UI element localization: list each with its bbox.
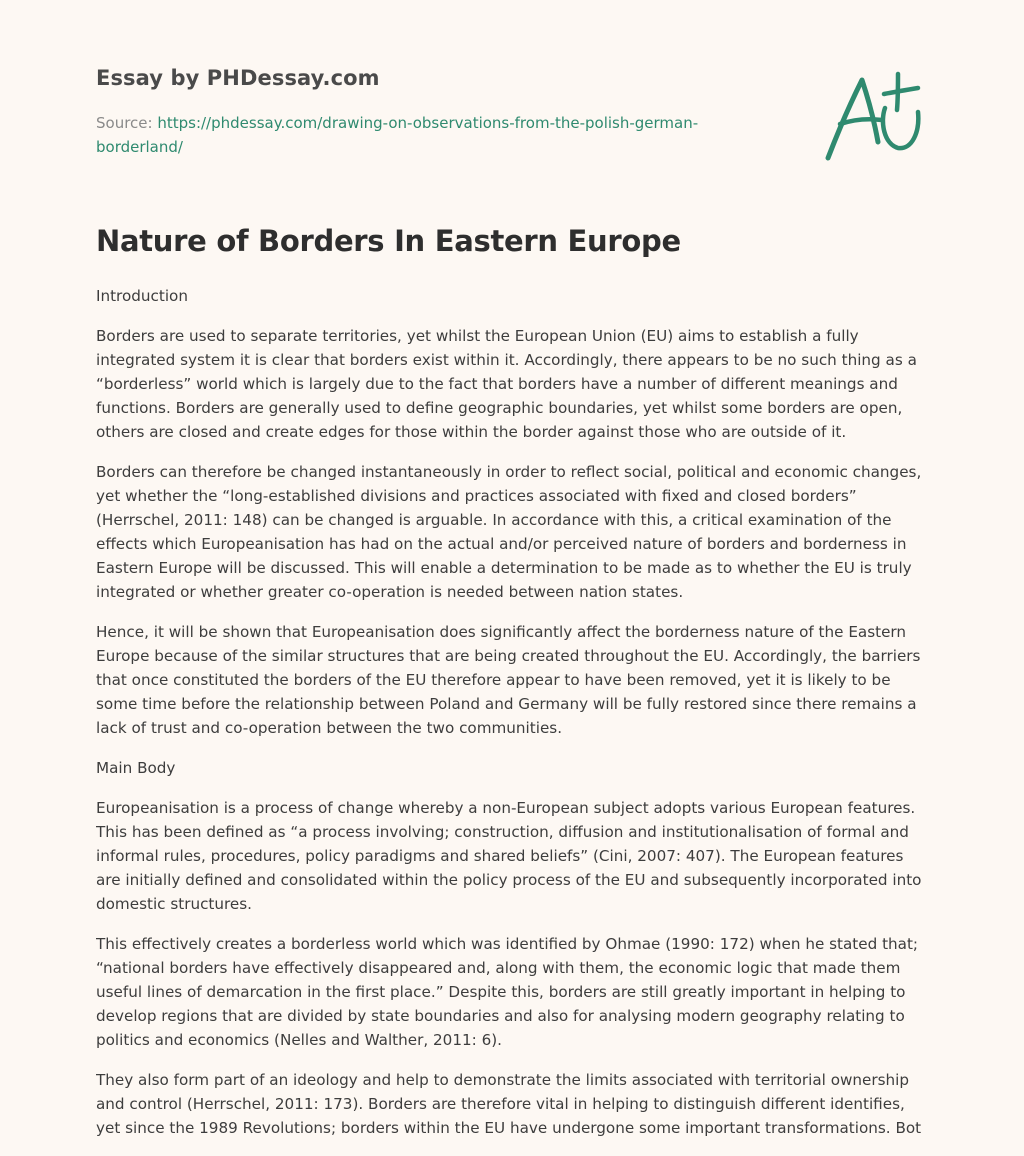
- source-label: Source:: [96, 114, 158, 132]
- essay-body: [96, 284, 932, 1156]
- site-brand: Essay by PHDessay.com: [96, 66, 380, 90]
- a-plus-grade-icon: [822, 68, 926, 164]
- section-heading: Introduction: [96, 287, 188, 305]
- source-link[interactable]: https://phdessay.com/drawing-on-observations-from-the-polish-german-borderland/: [96, 114, 699, 156]
- essay-page: [96, 0, 932, 1156]
- source-line: [96, 111, 736, 159]
- essay-title: Nature of Borders In Eastern Europe: [96, 224, 681, 258]
- paragraph: Europeanisation is a process of change whereby a non-European subject adopts various European features. This has been defined as “a process involving; construction, diffusion and institutionalisation of formal and informal rules, procedures, policy paradigms and shared beliefs” (Cini, 2007: 407). The European features are initially defined and consolidated within the policy process of the EU and subsequently incorporated into domestic structures.: [96, 799, 922, 913]
- paragraph: They also form part of an ideology and help to demonstrate the limits associated with territorial ownership and control (Herrschel, 2011: 173). Borders are therefore vital in helping to distinguish different identifies, yet since the 1989 Revolutions; borders within the EU have undergone some important transformations. Bot: [96, 1071, 922, 1137]
- paragraph: Borders can therefore be changed instantaneously in order to reflect social, political and economic changes, yet whether the “long-established divisions and practices associated with fixed and closed borders” (Herrschel, 2011: 148) can be changed is arguable. In accordance with this, a critical examination of the effects which Europeanisation has had on the actual and/or perceived nature of borders and borderness in Eastern Europe will be discussed. This will enable a determination to be made as to whether the EU is truly integrated or whether greater co-operation is needed between nation states.: [96, 463, 922, 601]
- paragraph: Hence, it will be shown that Europeanisation does significantly affect the borderness nature of the Eastern Europe because of the similar structures that are being created throughout the EU. Accordingly, the barriers that once constituted the borders of the EU therefore appear to have been removed, yet it is likely to be some time before the relationship between Poland and Germany will be fully restored since there remains a lack of trust and co-operation between the two communities.: [96, 623, 921, 737]
- paragraph: Borders are used to separate territories, yet whilst the European Union (EU) aims to establish a fully integrated system it is clear that borders exist within it. Accordingly, there appears to be no such thing as a “borderless” world which is largely due to the fact that borders have a number of different meanings and functions. Borders are generally used to define geographic boundaries, yet whilst some borders are open, others are closed and create edges for those within the border against those who are outside of it.: [96, 327, 917, 441]
- paragraph: This effectively creates a borderless world which was identified by Ohmae (1990: 172) when he stated that; “national borders have effectively disappeared and, along with them, the economic logic that made them useful lines of demarcation in the first place.” Despite this, borders are still greatly important in helping to develop regions that are divided by state boundaries and also for analysing modern geography relating to politics and economics (Nelles and Walther, 2011: 6).: [96, 935, 919, 1049]
- section-heading: Main Body: [96, 759, 176, 777]
